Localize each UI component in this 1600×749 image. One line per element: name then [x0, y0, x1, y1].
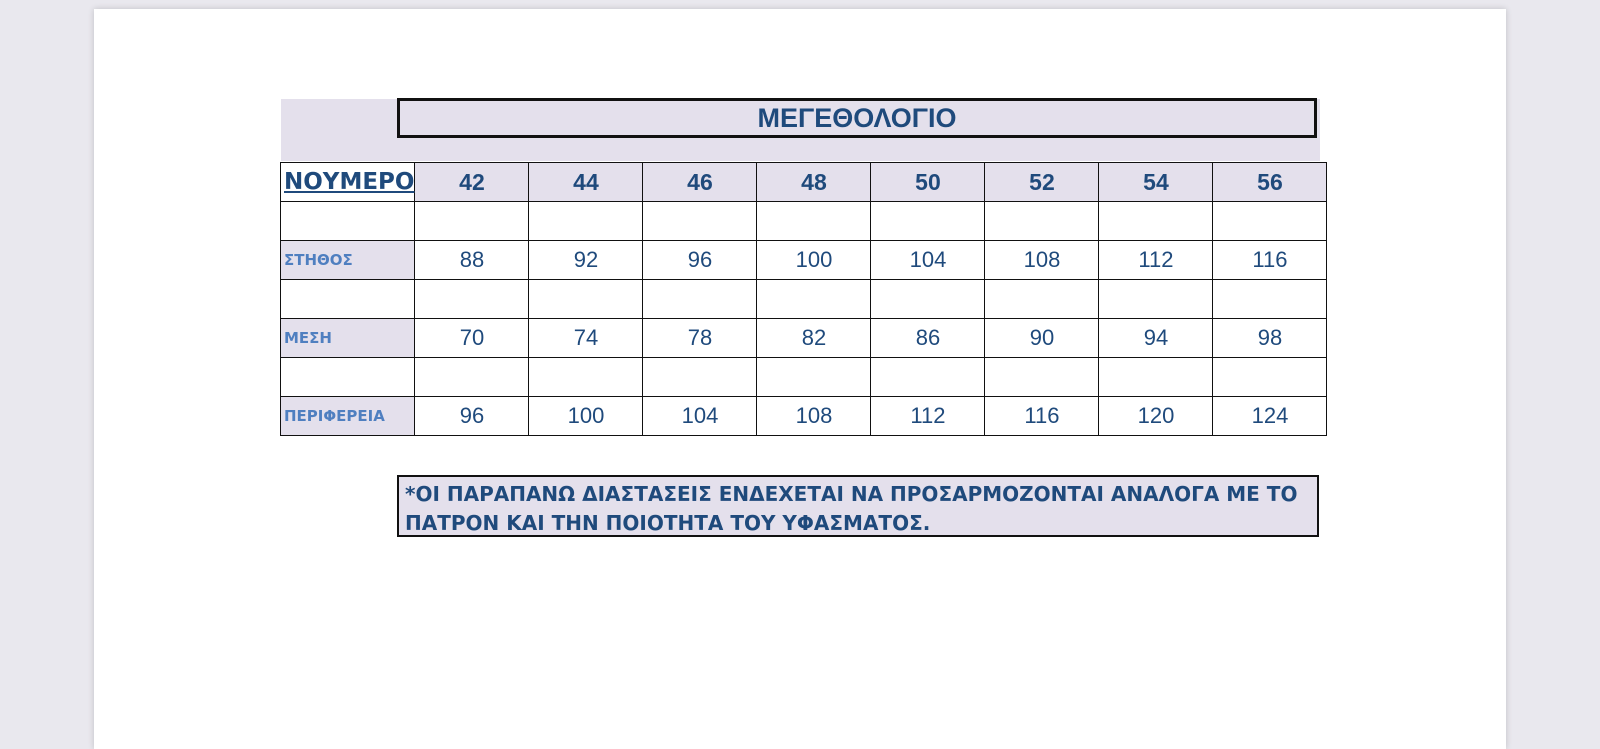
empty-cell [529, 280, 643, 319]
spacer-row [281, 202, 1327, 241]
size-cell: 44 [529, 163, 643, 202]
value-cell: 96 [415, 397, 529, 436]
value-cell: 120 [1099, 397, 1213, 436]
value-cell: 104 [871, 241, 985, 280]
size-cell: 54 [1099, 163, 1213, 202]
table-title: ΜΕΓΕΘΟΛΟΓΙΟ [397, 98, 1317, 138]
size-cell: 50 [871, 163, 985, 202]
size-cell: 52 [985, 163, 1099, 202]
value-cell: 112 [1099, 241, 1213, 280]
value-cell: 74 [529, 319, 643, 358]
waist-row [281, 319, 1327, 358]
value-cell: 100 [757, 241, 871, 280]
footnote: *ΟΙ ΠΑΡΑΠΑΝΩ ΔΙΑΣΤΑΣΕΙΣ ΕΝΔΕΧΕΤΑΙ ΝΑ ΠΡΟΣΑΡΜΟΖΟΝΤΑΙ ΑΝΑΛΟΓΑ ΜΕ ΤΟ ΠΑΤΡΟΝ ΚΑΙ ΤΗΝ ΠΟΙΟΤΗΤΑ ΤΟΥ ΥΦΑΣΜΑΤΟΣ. [397, 475, 1319, 537]
row-label-chest: ΣΤΗΘΟΣ [281, 241, 415, 280]
empty-cell [643, 280, 757, 319]
chest-row [281, 241, 1327, 280]
value-cell: 86 [871, 319, 985, 358]
value-cell: 124 [1213, 397, 1327, 436]
value-cell: 116 [1213, 241, 1327, 280]
empty-cell [757, 202, 871, 241]
value-cell: 90 [985, 319, 1099, 358]
size-cell: 48 [757, 163, 871, 202]
empty-cell [871, 358, 985, 397]
empty-cell [1213, 280, 1327, 319]
value-cell: 112 [871, 397, 985, 436]
empty-cell [985, 280, 1099, 319]
spacer-row [281, 358, 1327, 397]
empty-cell [529, 358, 643, 397]
value-cell: 88 [415, 241, 529, 280]
empty-cell [415, 202, 529, 241]
value-cell: 98 [1213, 319, 1327, 358]
empty-cell [1099, 280, 1213, 319]
empty-cell [871, 202, 985, 241]
empty-cell [1213, 358, 1327, 397]
empty-cell [415, 280, 529, 319]
value-cell: 108 [757, 397, 871, 436]
size-header-row [281, 163, 1327, 202]
value-cell: 92 [529, 241, 643, 280]
size-cell: 56 [1213, 163, 1327, 202]
row-label-circumference: ΠΕΡΙΦΕΡΕΙΑ [281, 397, 415, 436]
value-cell: 108 [985, 241, 1099, 280]
empty-cell [643, 358, 757, 397]
empty-cell [1099, 202, 1213, 241]
empty-cell [529, 202, 643, 241]
value-cell: 94 [1099, 319, 1213, 358]
empty-cell [757, 280, 871, 319]
empty-cell [281, 358, 415, 397]
value-cell: 78 [643, 319, 757, 358]
empty-cell [643, 202, 757, 241]
value-cell: 104 [643, 397, 757, 436]
value-cell: 82 [757, 319, 871, 358]
size-cell: 46 [643, 163, 757, 202]
value-cell: 100 [529, 397, 643, 436]
empty-cell [281, 202, 415, 241]
value-cell: 116 [985, 397, 1099, 436]
size-header-label: ΝΟΥΜΕΡΟ [281, 163, 415, 202]
empty-cell [757, 358, 871, 397]
empty-cell [871, 280, 985, 319]
value-cell: 70 [415, 319, 529, 358]
empty-cell [281, 280, 415, 319]
spacer-row [281, 280, 1327, 319]
size-chart-table [280, 162, 1327, 436]
empty-cell [985, 358, 1099, 397]
empty-cell [1099, 358, 1213, 397]
empty-cell [1213, 202, 1327, 241]
size-cell: 42 [415, 163, 529, 202]
value-cell: 96 [643, 241, 757, 280]
empty-cell [985, 202, 1099, 241]
row-label-waist: ΜΕΣΗ [281, 319, 415, 358]
circumference-row [281, 397, 1327, 436]
empty-cell [415, 358, 529, 397]
